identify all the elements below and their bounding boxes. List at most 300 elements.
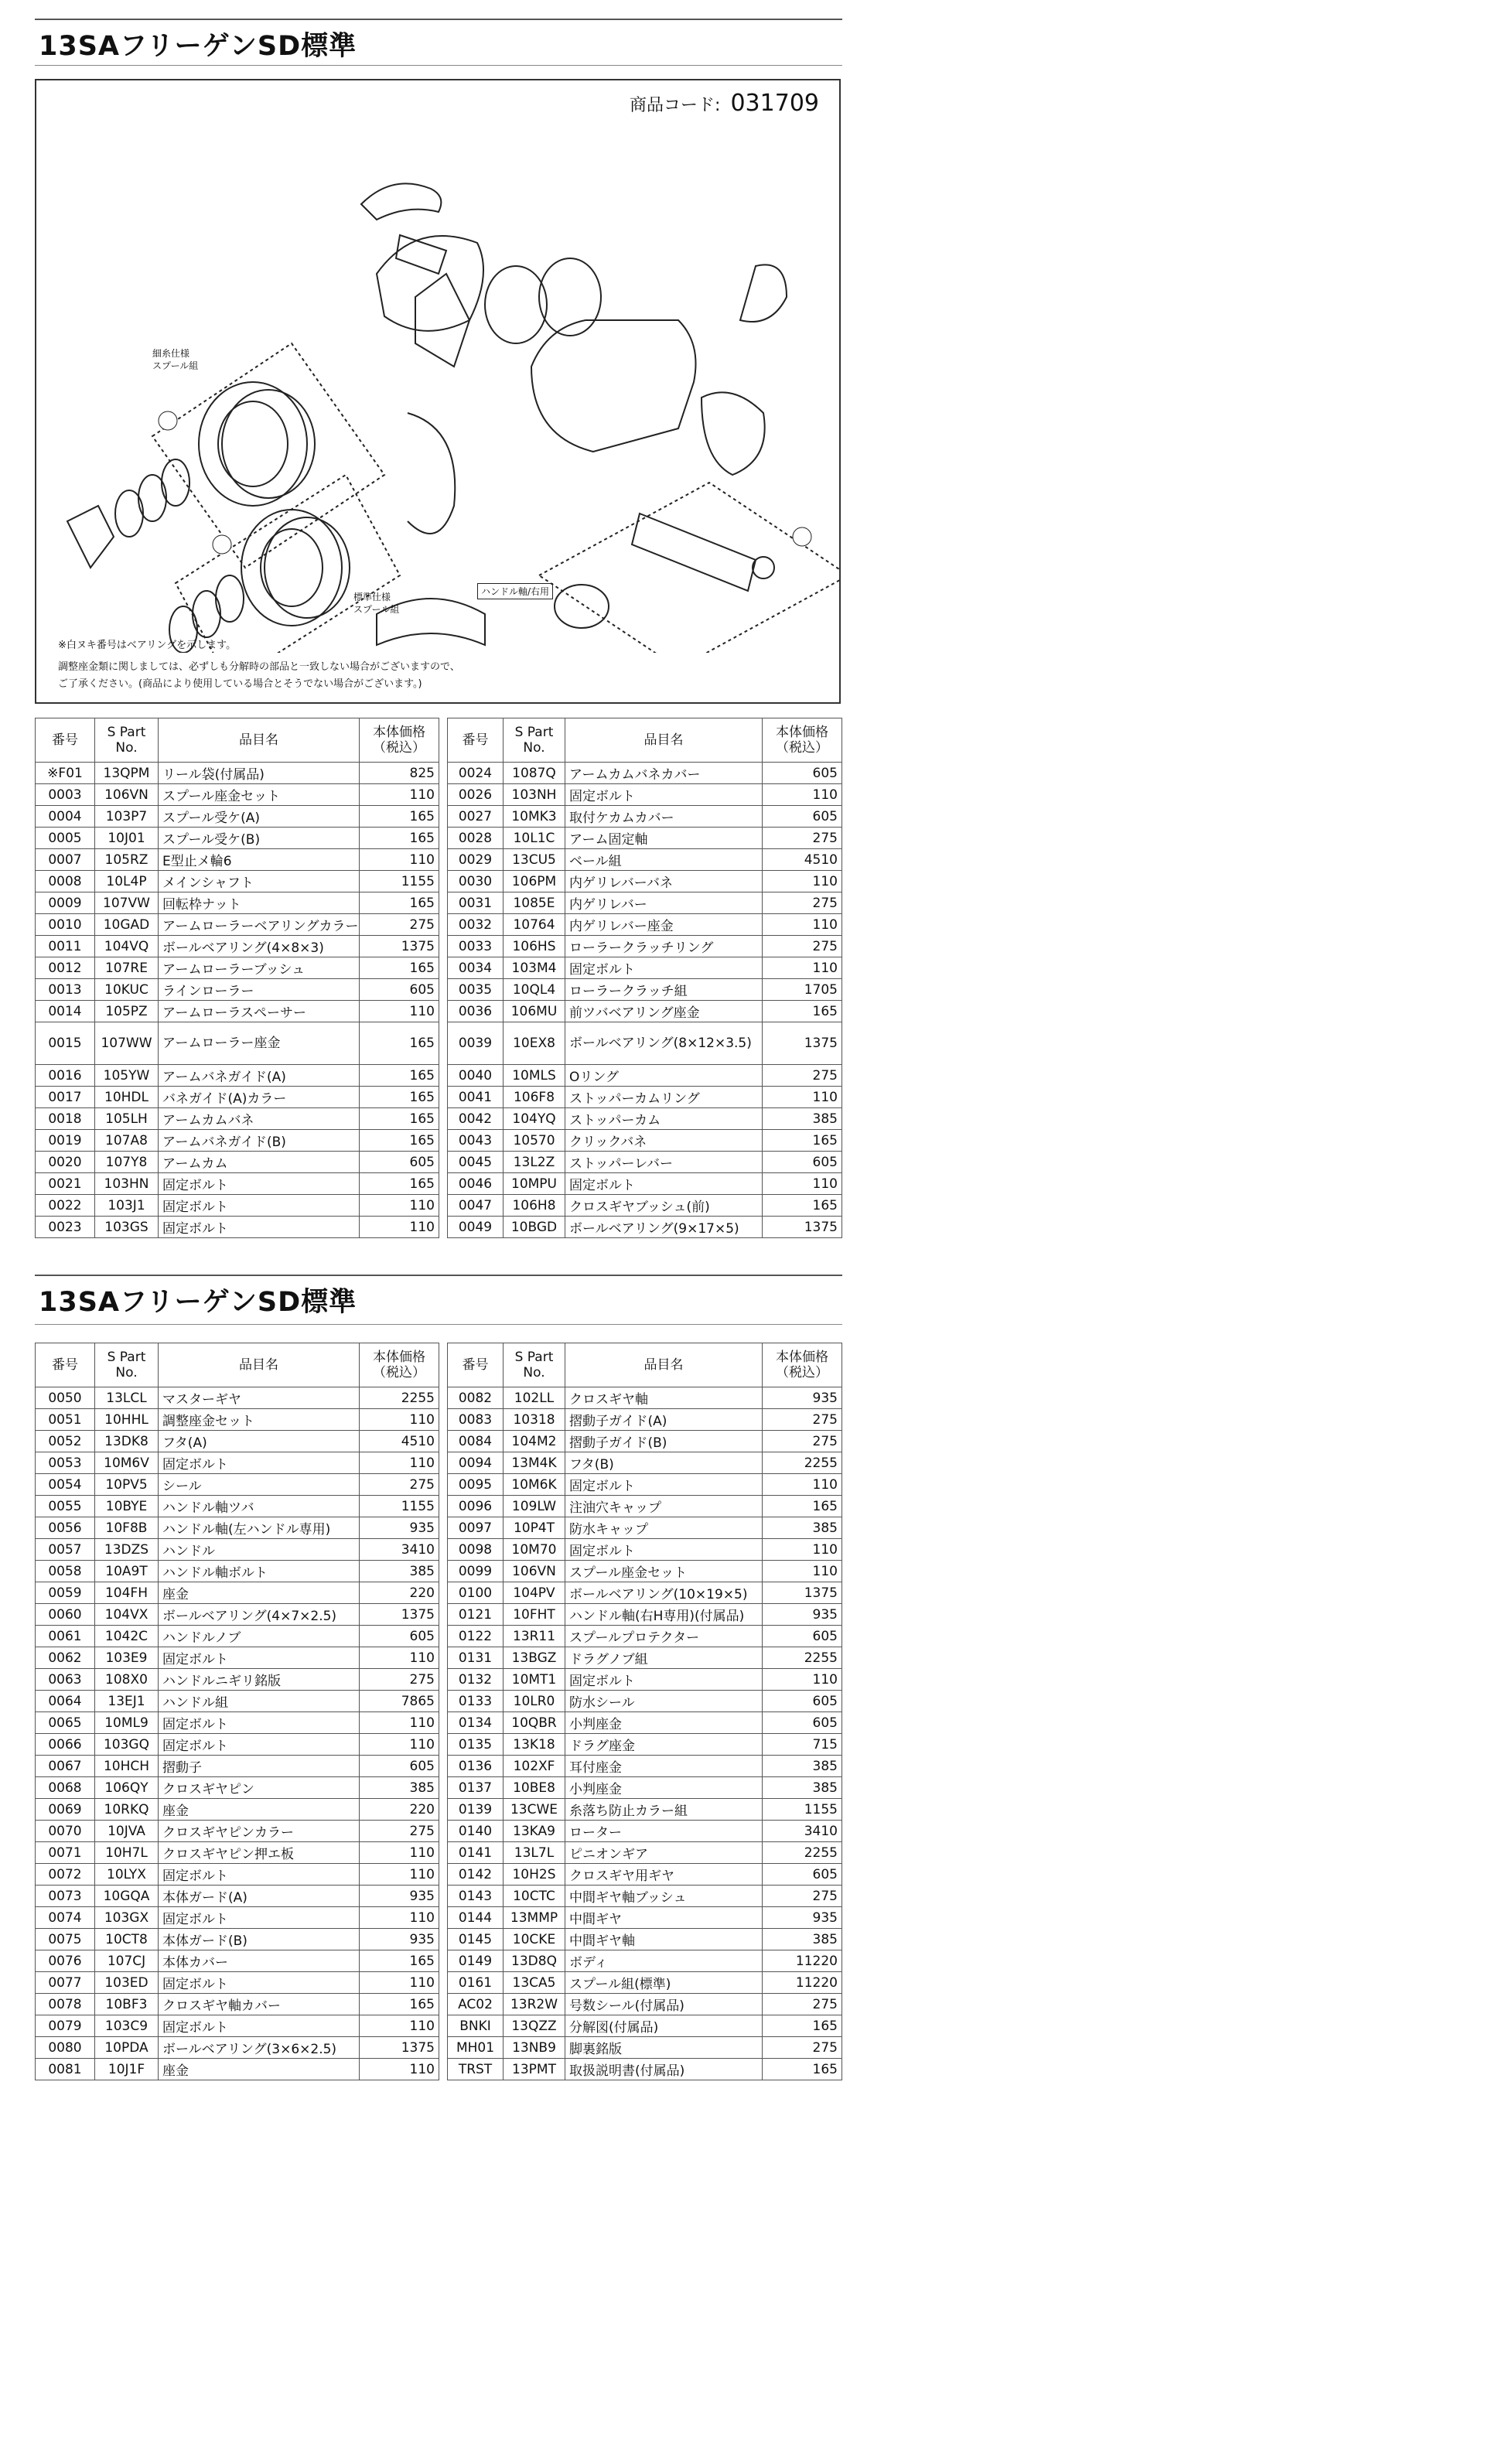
part-name: 本体ガード(A) — [159, 1886, 360, 1907]
table-row — [36, 763, 439, 784]
table-row — [36, 1604, 439, 1626]
part-number: 0034 — [448, 957, 504, 979]
col-price: 本体価格 （税込） — [360, 718, 439, 763]
part-name: シール — [159, 1474, 360, 1496]
part-price: 165 — [360, 1994, 439, 2015]
table-row — [448, 763, 842, 784]
part-price: 110 — [360, 1647, 439, 1669]
col-name: 品目名 — [565, 1343, 763, 1387]
part-number: 0063 — [36, 1669, 95, 1691]
part-number: 0019 — [36, 1130, 95, 1152]
part-price: 605 — [360, 979, 439, 1001]
table-row — [36, 1799, 439, 1821]
part-number: 0059 — [36, 1582, 95, 1604]
part-number: 0132 — [448, 1669, 504, 1691]
part-number: 0133 — [448, 1691, 504, 1712]
s-part-no: 10KUC — [95, 979, 159, 1001]
table-row — [448, 914, 842, 936]
part-number: 0021 — [36, 1173, 95, 1195]
product-code-value: 031709 — [730, 90, 819, 117]
table-row — [448, 1994, 842, 2015]
s-part-no: 103J1 — [95, 1195, 159, 1217]
table-row — [36, 1431, 439, 1452]
table-row — [36, 979, 439, 1001]
table-row — [36, 1130, 439, 1152]
part-number: 0142 — [448, 1864, 504, 1886]
table-row — [36, 1217, 439, 1238]
part-number: 0072 — [36, 1864, 95, 1886]
part-number: 0057 — [36, 1539, 95, 1561]
part-name: 内ゲリレバー — [565, 892, 763, 914]
part-price: 385 — [360, 1777, 439, 1799]
col-part: S Part No. — [504, 718, 565, 763]
part-price: 2255 — [763, 1842, 842, 1864]
s-part-no: 105PZ — [95, 1001, 159, 1022]
s-part-no: 107WW — [95, 1022, 159, 1065]
part-number: 0069 — [36, 1799, 95, 1821]
s-part-no: 13L7L — [504, 1842, 565, 1864]
part-number: 0084 — [448, 1431, 504, 1452]
part-number: 0004 — [36, 806, 95, 828]
table-row — [36, 2059, 439, 2080]
s-part-no: 105LH — [95, 1108, 159, 1130]
table-row — [448, 936, 842, 957]
page-title: 13SAフリーゲンSD標準 — [39, 31, 357, 62]
table-row — [448, 849, 842, 871]
part-name: クロスギヤピン押エ板 — [159, 1842, 360, 1864]
part-number: 0045 — [448, 1152, 504, 1173]
part-name: バネガイド(A)カラー — [159, 1087, 360, 1108]
s-part-no: 13KA9 — [504, 1821, 565, 1842]
table-row — [448, 806, 842, 828]
part-number: 0094 — [448, 1452, 504, 1474]
part-number: 0018 — [36, 1108, 95, 1130]
s-part-no: 13PMT — [504, 2059, 565, 2080]
s-part-no: 13D8Q — [504, 1950, 565, 1972]
table-row — [36, 1712, 439, 1734]
part-price: 110 — [360, 1864, 439, 1886]
part-number: 0030 — [448, 871, 504, 892]
thin-spool-label: 細糸仕様 スプール組 — [152, 348, 199, 371]
part-name: ドラグノブ組 — [565, 1647, 763, 1669]
part-name: 防水シール — [565, 1691, 763, 1712]
s-part-no: 13EJ1 — [95, 1691, 159, 1712]
part-name: ボールベアリング(8×12×3.5) — [565, 1022, 763, 1065]
s-part-no: 103GX — [95, 1907, 159, 1929]
part-price: 110 — [360, 1452, 439, 1474]
s-part-no: 13M4K — [504, 1452, 565, 1474]
part-price: 4510 — [763, 849, 842, 871]
part-price: 4510 — [360, 1431, 439, 1452]
table-row — [36, 1387, 439, 1409]
part-name: ストッパーレバー — [565, 1152, 763, 1173]
part-price: 2255 — [763, 1452, 842, 1474]
table-row — [36, 1864, 439, 1886]
part-name: リール袋(付属品) — [159, 763, 360, 784]
part-price: 165 — [360, 957, 439, 979]
s-part-no: 10BF3 — [95, 1994, 159, 2015]
s-part-no: 13CU5 — [504, 849, 565, 871]
part-name: クリックバネ — [565, 1130, 763, 1152]
part-number: 0042 — [448, 1108, 504, 1130]
part-name: ピニオンギア — [565, 1842, 763, 1864]
table-row — [448, 1691, 842, 1712]
part-name: ラインローラー — [159, 979, 360, 1001]
table-row — [448, 1929, 842, 1950]
part-number: 0121 — [448, 1604, 504, 1626]
part-number: 0141 — [448, 1842, 504, 1864]
part-price: 165 — [360, 1950, 439, 1972]
part-name: クロスギヤ軸 — [565, 1387, 763, 1409]
part-number: 0007 — [36, 849, 95, 871]
s-part-no: 104VX — [95, 1604, 159, 1626]
part-name: 本体ガード(B) — [159, 1929, 360, 1950]
part-number: 0041 — [448, 1087, 504, 1108]
part-name: 座金 — [159, 1582, 360, 1604]
table-row — [36, 936, 439, 957]
s-part-no: 10QL4 — [504, 979, 565, 1001]
s-part-no: 103E9 — [95, 1647, 159, 1669]
part-price: 1375 — [763, 1217, 842, 1238]
table-row — [448, 828, 842, 849]
part-number: 0136 — [448, 1756, 504, 1777]
s-part-no: 103GS — [95, 1217, 159, 1238]
s-part-no: 104M2 — [504, 1431, 565, 1452]
table-row — [448, 1517, 842, 1539]
part-price: 165 — [360, 1065, 439, 1087]
part-number: 0043 — [448, 1130, 504, 1152]
part-name: マスターギヤ — [159, 1387, 360, 1409]
part-number: 0036 — [448, 1001, 504, 1022]
table-row — [448, 1799, 842, 1821]
part-price: 110 — [763, 1474, 842, 1496]
table-row — [448, 1886, 842, 1907]
part-price: 385 — [763, 1756, 842, 1777]
part-number: 0031 — [448, 892, 504, 914]
part-price: 110 — [360, 1409, 439, 1431]
s-part-no: 13BGZ — [504, 1647, 565, 1669]
part-name: 回転枠ナット — [159, 892, 360, 914]
part-price: 275 — [763, 1994, 842, 2015]
table-row — [36, 1152, 439, 1173]
col-price: 本体価格 （税込） — [763, 1343, 842, 1387]
table-row — [36, 1108, 439, 1130]
table-row — [448, 1387, 842, 1409]
part-price: 275 — [763, 1886, 842, 1907]
table-row — [36, 1195, 439, 1217]
s-part-no: 108X0 — [95, 1669, 159, 1691]
s-part-no: 103HN — [95, 1173, 159, 1195]
part-name: 固定ボルト — [159, 1907, 360, 1929]
part-price: 385 — [360, 1561, 439, 1582]
s-part-no: 1087Q — [504, 763, 565, 784]
part-number: 0134 — [448, 1712, 504, 1734]
part-number: 0039 — [448, 1022, 504, 1065]
part-name: 取付ケカムカバー — [565, 806, 763, 828]
part-price: 220 — [360, 1799, 439, 1821]
table-row — [36, 2015, 439, 2037]
part-name: 中間ギヤ軸 — [565, 1929, 763, 1950]
part-price: 1155 — [763, 1799, 842, 1821]
part-price: 275 — [360, 1474, 439, 1496]
s-part-no: 103GQ — [95, 1734, 159, 1756]
s-part-no: 10J1F — [95, 2059, 159, 2080]
part-name: 号数シール(付属品) — [565, 1994, 763, 2015]
s-part-no: 13R2W — [504, 1994, 565, 2015]
table-row — [448, 1539, 842, 1561]
table-row — [448, 1604, 842, 1626]
part-name: 小判座金 — [565, 1777, 763, 1799]
s-part-no: 10J01 — [95, 828, 159, 849]
table-row — [36, 806, 439, 828]
part-number: 0010 — [36, 914, 95, 936]
s-part-no: 10BE8 — [504, 1777, 565, 1799]
table-row — [448, 892, 842, 914]
part-number: 0082 — [448, 1387, 504, 1409]
table-row — [448, 1582, 842, 1604]
table-row — [448, 979, 842, 1001]
table-row — [448, 1409, 842, 1431]
part-number: 0022 — [36, 1195, 95, 1217]
part-number: 0067 — [36, 1756, 95, 1777]
diagram-notes: ※白ヌキ番号はベアリングを示します。 調整座金類に関しましては、必ずしも分解時の部品と一致しない場合がございますので、 ご了承ください。(商品により使用している場合とそうでない場合がございます。) — [58, 640, 460, 690]
table-row — [36, 1777, 439, 1799]
part-price: 275 — [763, 892, 842, 914]
part-number: 0135 — [448, 1734, 504, 1756]
parts-table-1 — [35, 718, 439, 1238]
part-name: ボールベアリング(9×17×5) — [565, 1217, 763, 1238]
s-part-no: 104PV — [504, 1582, 565, 1604]
table-row — [36, 1496, 439, 1517]
s-part-no: 107Y8 — [95, 1152, 159, 1173]
parts-table-3 — [35, 1343, 439, 2080]
part-name: 耳付座金 — [565, 1756, 763, 1777]
part-number: 0095 — [448, 1474, 504, 1496]
exploded-diagram — [35, 79, 841, 704]
s-part-no: 106F8 — [504, 1087, 565, 1108]
part-name: ハンドルノブ — [159, 1626, 360, 1647]
part-name: 内ゲリレバー座金 — [565, 914, 763, 936]
s-part-no: 107VW — [95, 892, 159, 914]
s-part-no: 13QZZ — [504, 2015, 565, 2037]
part-price: 3410 — [763, 1821, 842, 1842]
part-number: 0122 — [448, 1626, 504, 1647]
handle-shaft-label: ハンドル軸/右用 — [477, 583, 553, 599]
table-row — [448, 1561, 842, 1582]
s-part-no: 10ML9 — [95, 1712, 159, 1734]
part-price: 275 — [763, 828, 842, 849]
part-price: 385 — [763, 1929, 842, 1950]
part-price: 605 — [360, 1756, 439, 1777]
s-part-no: 10A9T — [95, 1561, 159, 1582]
part-price: 935 — [763, 1907, 842, 1929]
part-name: フタ(B) — [565, 1452, 763, 1474]
col-part: S Part No. — [95, 1343, 159, 1387]
part-name: アームカムバネ — [159, 1108, 360, 1130]
part-number: 0098 — [448, 1539, 504, 1561]
s-part-no: 13DZS — [95, 1539, 159, 1561]
part-price: 165 — [763, 2059, 842, 2080]
part-name: ボールベアリング(4×7×2.5) — [159, 1604, 360, 1626]
part-number: 0096 — [448, 1496, 504, 1517]
part-price: 110 — [360, 849, 439, 871]
table-row — [36, 1409, 439, 1431]
table-row — [448, 1712, 842, 1734]
s-part-no: 10CKE — [504, 1929, 565, 1950]
part-name: アームローラスペーサー — [159, 1001, 360, 1022]
part-name: ローラークラッチリング — [565, 936, 763, 957]
part-name: 固定ボルト — [565, 957, 763, 979]
s-part-no: 13NB9 — [504, 2037, 565, 2059]
table-row — [36, 1065, 439, 1087]
part-price: 2255 — [763, 1647, 842, 1669]
part-price: 165 — [763, 2015, 842, 2037]
part-number: 0099 — [448, 1561, 504, 1582]
s-part-no: 10MPU — [504, 1173, 565, 1195]
s-part-no: 103M4 — [504, 957, 565, 979]
part-price: 605 — [360, 1626, 439, 1647]
s-part-no: 10PV5 — [95, 1474, 159, 1496]
s-part-no: 13L2Z — [504, 1152, 565, 1173]
part-number: 0047 — [448, 1195, 504, 1217]
col-num: 番号 — [448, 1343, 504, 1387]
part-price: 1375 — [763, 1582, 842, 1604]
part-price: 110 — [360, 1195, 439, 1217]
table-row — [36, 1539, 439, 1561]
table-row — [448, 1001, 842, 1022]
s-part-no: 107A8 — [95, 1130, 159, 1152]
s-part-no: 106HS — [504, 936, 565, 957]
part-name: 分解図(付属品) — [565, 2015, 763, 2037]
part-name: アームローラーベアリングカラー — [159, 914, 360, 936]
table-row — [448, 1474, 842, 1496]
s-part-no: 106PM — [504, 871, 565, 892]
part-number: 0139 — [448, 1799, 504, 1821]
s-part-no: 106VN — [95, 784, 159, 806]
table-row — [448, 1669, 842, 1691]
part-number: 0143 — [448, 1886, 504, 1907]
part-name: ハンドル軸ツバ — [159, 1496, 360, 1517]
part-number: 0076 — [36, 1950, 95, 1972]
s-part-no: 10MT1 — [504, 1669, 565, 1691]
part-name: 中間ギヤ — [565, 1907, 763, 1929]
part-name: 固定ボルト — [159, 1864, 360, 1886]
part-price: 110 — [763, 1539, 842, 1561]
part-price: 1375 — [360, 1604, 439, 1626]
col-part: S Part No. — [504, 1343, 565, 1387]
part-name: スプール受ケ(B) — [159, 828, 360, 849]
part-name: クロスギヤピンカラー — [159, 1821, 360, 1842]
part-price: 275 — [360, 914, 439, 936]
part-number: 0020 — [36, 1152, 95, 1173]
part-price: 110 — [360, 1001, 439, 1022]
s-part-no: 10CTC — [504, 1886, 565, 1907]
table-row — [36, 1582, 439, 1604]
table-row — [448, 1777, 842, 1799]
part-number: 0061 — [36, 1626, 95, 1647]
part-number: 0131 — [448, 1647, 504, 1669]
table-row — [448, 784, 842, 806]
table-row — [36, 1626, 439, 1647]
part-number: 0028 — [448, 828, 504, 849]
reel-exploded-illustration — [36, 111, 841, 653]
section2-underline — [35, 1324, 842, 1325]
s-part-no: 10H7L — [95, 1842, 159, 1864]
part-name: 固定ボルト — [565, 1173, 763, 1195]
part-number: 0058 — [36, 1561, 95, 1582]
part-price: 275 — [763, 2037, 842, 2059]
part-price: 1375 — [360, 2037, 439, 2059]
s-part-no: 102LL — [504, 1387, 565, 1409]
table-row — [448, 1842, 842, 1864]
part-number: 0064 — [36, 1691, 95, 1712]
part-name: ローラークラッチ組 — [565, 979, 763, 1001]
part-name: スプール組(標準) — [565, 1972, 763, 1994]
part-name: アームローラーブッシュ — [159, 957, 360, 979]
part-price: 385 — [763, 1517, 842, 1539]
part-number: 0016 — [36, 1065, 95, 1087]
table-row — [36, 828, 439, 849]
col-name: 品目名 — [565, 718, 763, 763]
table-row — [36, 1647, 439, 1669]
table-row — [36, 1173, 439, 1195]
table-row — [36, 1087, 439, 1108]
table-row — [36, 1669, 439, 1691]
part-price: 110 — [360, 1907, 439, 1929]
part-number: 0149 — [448, 1950, 504, 1972]
part-price: 165 — [360, 828, 439, 849]
table-row — [448, 2059, 842, 2080]
part-number: 0046 — [448, 1173, 504, 1195]
parts-table-2 — [447, 718, 842, 1238]
part-name: クロスギヤピン — [159, 1777, 360, 1799]
part-price: 110 — [360, 1217, 439, 1238]
s-part-no: 10PDA — [95, 2037, 159, 2059]
s-part-no: 10318 — [504, 1409, 565, 1431]
s-part-no: 106H8 — [504, 1195, 565, 1217]
part-number: 0051 — [36, 1409, 95, 1431]
s-part-no: 10EX8 — [504, 1022, 565, 1065]
s-part-no: 106QY — [95, 1777, 159, 1799]
part-name: ボールベアリング(4×8×3) — [159, 936, 360, 957]
table-row — [36, 784, 439, 806]
part-number: 0009 — [36, 892, 95, 914]
s-part-no: 10FHT — [504, 1604, 565, 1626]
part-number: 0027 — [448, 806, 504, 828]
col-num: 番号 — [36, 1343, 95, 1387]
part-name: 小判座金 — [565, 1712, 763, 1734]
part-number: 0056 — [36, 1517, 95, 1539]
part-name: スプール座金セット — [565, 1561, 763, 1582]
part-number: 0066 — [36, 1734, 95, 1756]
part-price: 825 — [360, 763, 439, 784]
part-number: 0071 — [36, 1842, 95, 1864]
part-price: 3410 — [360, 1539, 439, 1561]
s-part-no: 105YW — [95, 1065, 159, 1087]
part-number: 0080 — [36, 2037, 95, 2059]
part-name: ストッパーカム — [565, 1108, 763, 1130]
col-part: S Part No. — [95, 718, 159, 763]
product-code-label: 商品コード: — [630, 96, 721, 115]
part-price: 605 — [763, 806, 842, 828]
part-number: 0054 — [36, 1474, 95, 1496]
table-row — [448, 957, 842, 979]
part-name: ドラグ座金 — [565, 1734, 763, 1756]
part-number: MH01 — [448, 2037, 504, 2059]
part-name: 脚裏銘版 — [565, 2037, 763, 2059]
table-row — [36, 1972, 439, 1994]
part-price: 110 — [763, 784, 842, 806]
